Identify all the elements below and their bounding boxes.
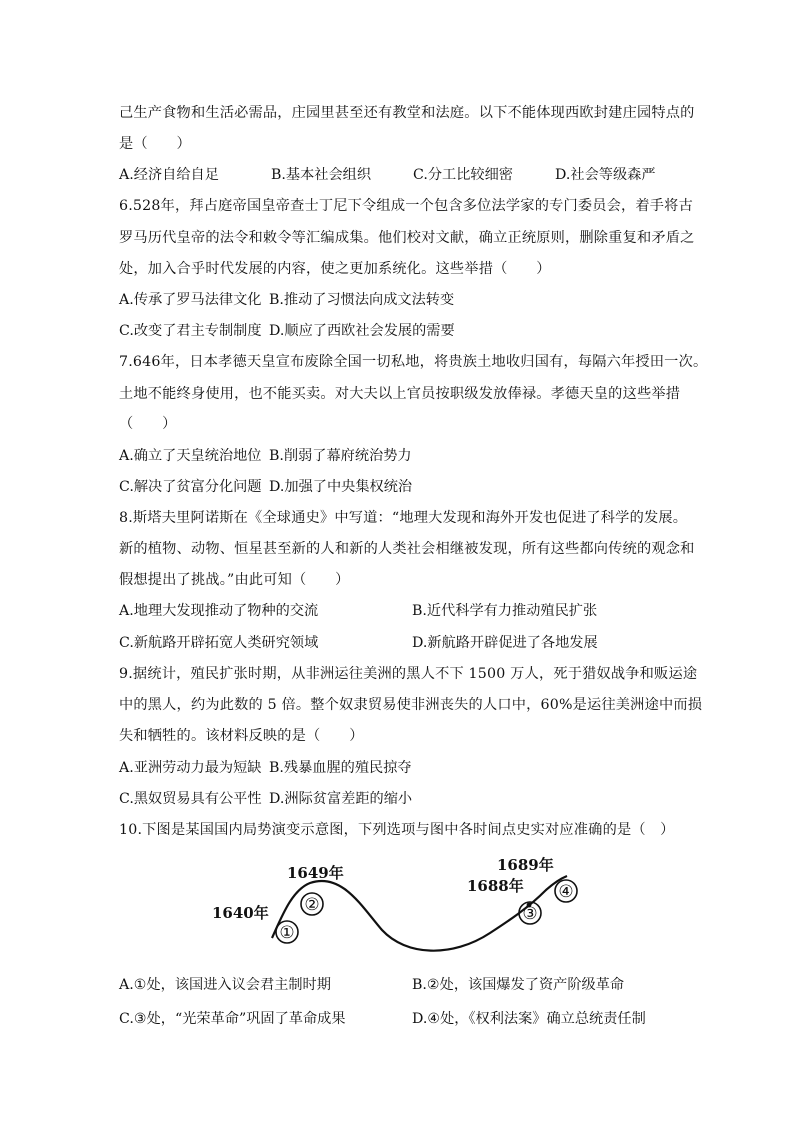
q10-option-d: D.④处，《权利法案》确立总统责任制 (412, 1011, 646, 1027)
q8-option-a: A.地理大发现推动了物种的交流 (119, 603, 319, 619)
label-1649: 1649年 (287, 864, 344, 882)
q9-option-c: C.黑奴贸易具有公平性 (119, 791, 262, 807)
q9-stem-line-1: 9.据统计，殖民扩张时期，从非洲运往美洲的黑人不下 1500 万人，死于猎奴战争和贩运途 (119, 666, 698, 682)
q9-option-d: D.洲际贫富差距的缩小 (269, 791, 413, 807)
label-1689: 1689年 (497, 856, 554, 874)
q10-option-c: C.③处，“光荣革命”巩固了革命成果 (119, 1011, 346, 1027)
svg-text:③: ③ (522, 904, 538, 924)
q6-option-d: D.顺应了西欧社会发展的需要 (269, 323, 455, 339)
q8-stem-line-2: 新的植物、动物、恒星甚至新的人和新的人类社会相继被发现，所有这些都向传统的观念和 (119, 541, 695, 557)
marker-4 (555, 880, 577, 902)
svg-text:②: ② (304, 895, 320, 915)
q6-stem-line-2: 罗马历代皇帝的法令和敕令等汇编成集。他们校对文献，确立正统原则，删除重复和矛盾之 (119, 230, 695, 246)
q5-stem-line-1: 己生产食物和生活必需品，庄园里甚至还有教堂和法庭。以下不能体现西欧封建庄园特点的 (119, 105, 695, 121)
q8-option-b: B.近代科学有力推动殖民扩张 (412, 603, 598, 619)
q9-option-b: B.残暴血腥的殖民掠夺 (269, 760, 412, 776)
q8-stem-line-3: 假想提出了挑战。”由此可知（ ） (119, 572, 350, 588)
marker-3 (519, 902, 541, 924)
q5-option-a: A.经济自给自足 (119, 167, 219, 183)
q6-option-b: B.推动了习惯法向成文法转变 (269, 292, 455, 308)
q7-option-d: D.加强了中央集权统治 (269, 479, 413, 495)
q10-option-b: B.②处，该国爆发了资产阶级革命 (412, 977, 625, 993)
q5-stem-line-2: 是（ ） (119, 136, 191, 152)
q9-stem-line-3: 失和牺牲的。该材料反映的是（ ） (119, 728, 364, 744)
svg-text:①: ① (279, 923, 295, 943)
svg-text:④: ④ (558, 882, 574, 902)
q9-stem-line-2: 中的黑人，约为此数的 5 倍。整个奴隶贸易使非洲丧失的人口中，60%是运往美洲途中而损 (119, 697, 703, 713)
q8-option-d: D.新航路开辟促进了各地发展 (412, 635, 598, 651)
label-1640: 1640年 (212, 904, 269, 922)
q8-option-c: C.新航路开辟拓宽人类研究领域 (119, 635, 319, 651)
q7-option-b: B.削弱了幕府统治势力 (269, 448, 412, 464)
q5-option-c: C.分工比较细密 (413, 167, 513, 183)
label-1688: 1688年 (467, 877, 524, 895)
q6-stem-line-3: 处，加入合乎时代发展的内容，使之更加系统化。这些举措（ ） (119, 261, 551, 277)
q9-option-a: A.亚洲劳动力最为短缺 (119, 760, 262, 776)
q5-option-b: B.基本社会组织 (271, 167, 372, 183)
q6-option-c: C.改变了君主专制制度 (119, 323, 262, 339)
q7-stem-line-3: （ ） (119, 416, 177, 432)
situation-curve-diagram (210, 852, 590, 972)
q10-option-a: A.①处，该国进入议会君主制时期 (119, 977, 331, 993)
q7-option-c: C.解决了贫富分化问题 (119, 479, 262, 495)
q8-stem-line-1: 8.斯塔夫里阿诺斯在《全球通史》中写道：“地理大发现和海外开发也促进了科学的发展。 (119, 510, 688, 526)
q7-option-a: A.确立了天皇统治地位 (119, 448, 262, 464)
q10-stem-line-1: 10.下图是某国国内局势演变示意图，下列选项与图中各时间点史实对应准确的是（ ） (119, 822, 675, 838)
q5-option-d: D.社会等级森严 (555, 167, 656, 183)
marker-2 (301, 893, 323, 915)
q7-stem-line-2: 土地不能终身使用，也不能买卖。对大夫以上官员按职级发放俸禄。孝德天皇的这些举措 (119, 386, 681, 402)
q6-option-a: A.传承了罗马法律文化 (119, 292, 262, 308)
q7-stem-line-1: 7.646年，日本孝德天皇宣布废除全国一切私地，将贵族土地收归国有，每隔六年授田一次。 (119, 354, 708, 370)
marker-1 (276, 921, 298, 943)
q6-stem-line-1: 6.528年，拜占庭帝国皇帝查士丁尼下令组成一个包含多位法学家的专门委员会，着手将古 (119, 198, 693, 214)
